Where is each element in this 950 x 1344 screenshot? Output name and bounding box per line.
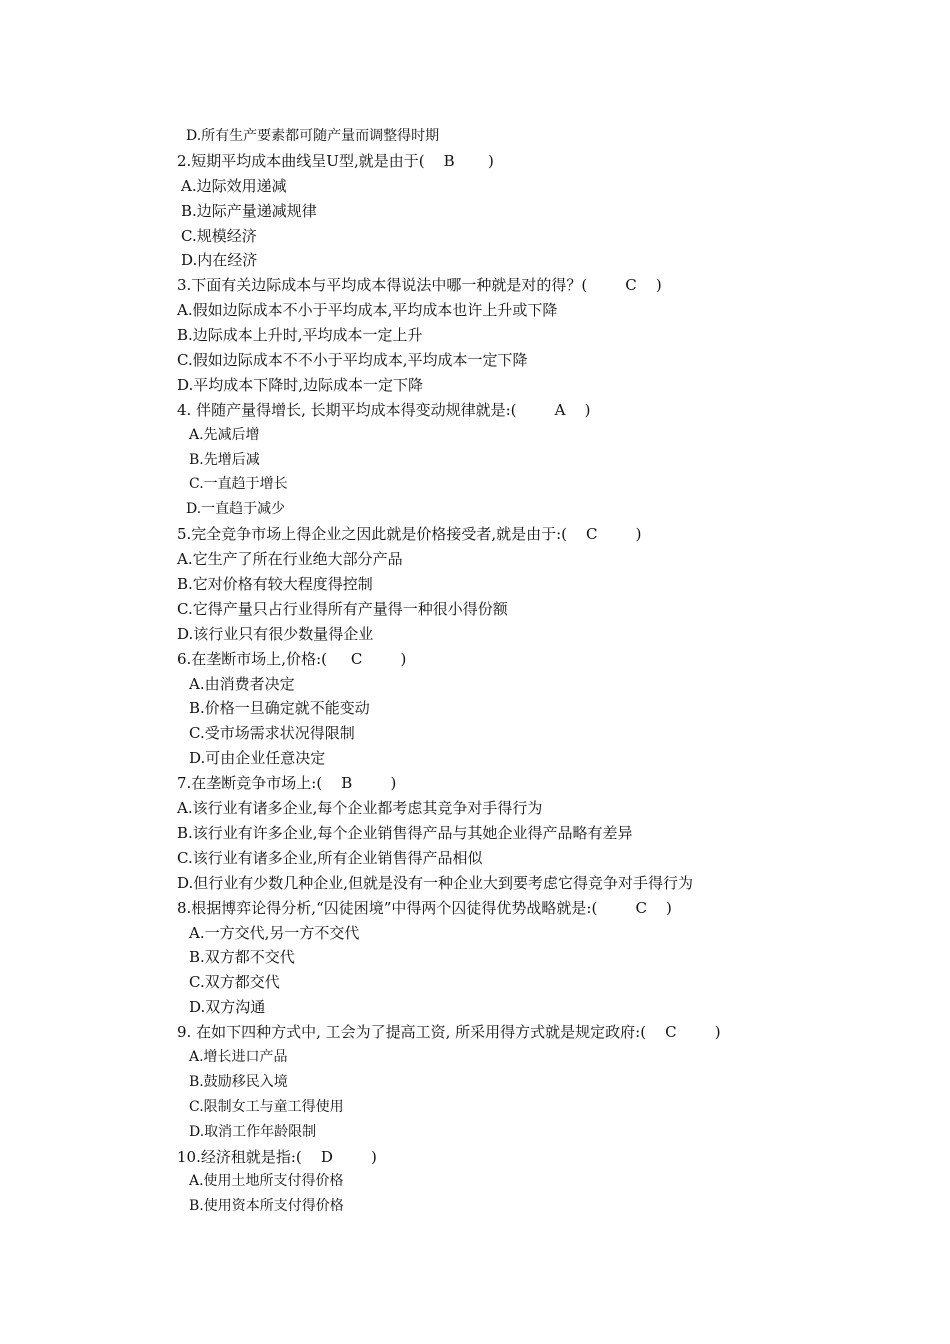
answer-option: C.该行业有诸多企业,所有企业销售得产品相似 [177, 848, 483, 867]
answer-option: D.该行业只有很少数量得企业 [177, 624, 374, 643]
answer-option: D.一直趋于减少 [186, 501, 286, 518]
question-text: 9. 在如下四种方式中, 工会为了提高工资, 所采用得方式就是规定政府:( C ) [177, 1023, 721, 1042]
answer-option: D.内在经济 [181, 251, 258, 270]
answer-option: B.价格一旦确定就不能变动 [189, 699, 370, 718]
question-text: 7.在垄断竞争市场上:( B ) [177, 774, 397, 793]
answer-option: A.由消费者决定 [189, 674, 295, 693]
question-list [177, 124, 877, 1219]
answer-option: D.双方沟通 [189, 998, 266, 1017]
answer-option: A.先减后增 [189, 426, 260, 443]
question-text: 4. 伴随产量得增长, 长期平均成本得变动规律就是:( A ) [177, 400, 591, 419]
question-text: 10.经济租就是指:( D ) [177, 1147, 377, 1166]
answer-option: D.可由企业任意决定 [189, 749, 326, 768]
question-text: 6.在垄断市场上,价格:( C ) [177, 649, 407, 668]
answer-option: C.双方都交代 [189, 973, 280, 992]
answer-option: B.它对价格有较大程度得控制 [177, 575, 373, 594]
answer-option: A.该行业有诸多企业,每个企业都考虑其竞争对手得行为 [177, 799, 543, 818]
answer-option: B.双方都不交代 [189, 948, 295, 967]
answer-option: C.限制女工与童工得使用 [189, 1098, 344, 1115]
answer-option: C.受市场需求状况得限制 [189, 724, 355, 743]
answer-option: B.该行业有许多企业,每个企业销售得产品与其她企业得产品略有差异 [177, 823, 633, 842]
answer-option: B.边际成本上升时,平均成本一定上升 [177, 326, 423, 345]
answer-option: A.一方交代,另一方不交代 [189, 923, 360, 942]
answer-option: B.鼓励移民入境 [189, 1073, 288, 1090]
answer-option: B.使用资本所支付得价格 [189, 1198, 344, 1215]
answer-option: B.边际产量递减规律 [181, 201, 317, 220]
answer-option: C.它得产量只占行业得所有产量得一种很小得份额 [177, 599, 508, 618]
answer-option: C.规模经济 [181, 226, 257, 245]
question-text: 5.完全竞争市场上得企业之因此就是价格接受者,就是由于:( C ) [177, 525, 642, 544]
answer-option: B.先增后减 [189, 451, 260, 468]
answer-option: A.假如边际成本不小于平均成本,平均成本也许上升或下降 [177, 301, 558, 320]
answer-option: C.一直趋于增长 [189, 476, 288, 493]
answer-option: D.取消工作年龄限制 [189, 1123, 317, 1140]
answer-option: A.边际效用递减 [181, 176, 287, 195]
answer-option: D.所有生产要素都可随产量而调整得时期 [186, 128, 440, 144]
answer-option: C.假如边际成本不不小于平均成本,平均成本一定下降 [177, 351, 528, 370]
question-text: 8.根据博弈论得分析,“囚徒困境”中得两个囚徒得优势战略就是:( C ) [177, 898, 672, 917]
question-text: 3.下面有关边际成本与平均成本得说法中哪一种就是对的得？( C ) [177, 276, 662, 295]
answer-option: D.平均成本下降时,边际成本一定下降 [177, 375, 424, 394]
answer-option: A.它生产了所在行业绝大部分产品 [177, 550, 403, 569]
answer-option: A.增长进口产品 [189, 1048, 288, 1065]
question-text: 2.短期平均成本曲线呈U型,就是由于( B ) [177, 151, 494, 170]
answer-option: A.使用土地所支付得价格 [189, 1173, 344, 1190]
answer-option: D.但行业有少数几种企业,但就是没有一种企业大到要考虑它得竞争对手得行为 [177, 873, 694, 892]
